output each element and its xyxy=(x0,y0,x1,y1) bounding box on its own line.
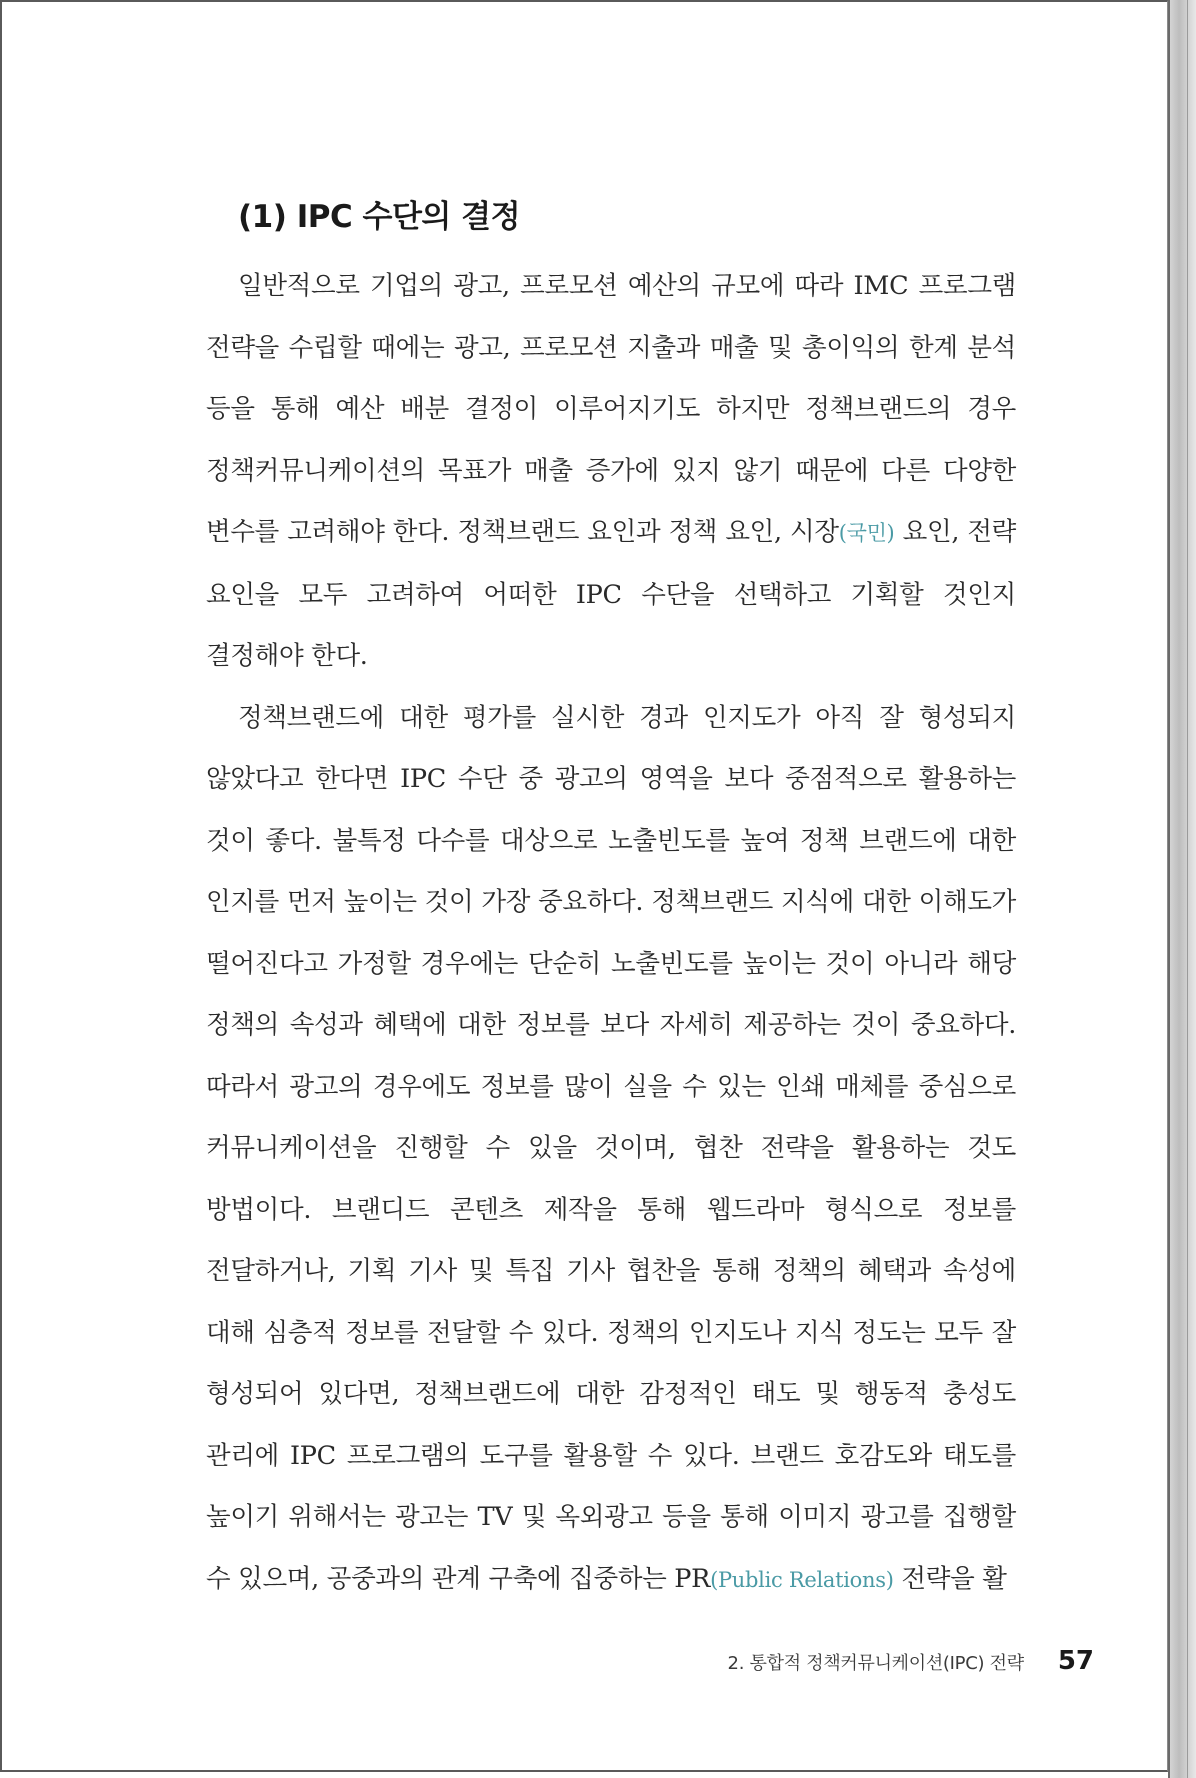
paragraph-1-text-a: 일반적으로 기업의 광고, 프로모션 예산의 규모에 따라 IMC 프로그램 전략을 수립할 때에는 광고, 프로모션 지출과 매출 및 총이익의 한계 분석 등을 통해 예산 배분 결정이 이루어지기도 하지만 정책브랜드의 경우 정책커뮤니케이션의 목표가 매출 증가에 있지 않기 때문에 다른 다양한 변수를 고려해야 한다. 정책브랜드 요인과 정책 요인, 시장 xyxy=(206,271,1016,547)
page-footer xyxy=(728,1646,1094,1676)
paragraph-1 xyxy=(206,256,1016,688)
paragraph-1-note: (국민) xyxy=(838,521,895,545)
section-heading: (1) IPC 수단의 결정 xyxy=(238,199,521,235)
paragraph-2-text-b: 전략을 활 xyxy=(893,1563,1007,1594)
page-content xyxy=(206,192,1016,1611)
page-edge xyxy=(1168,0,1196,1778)
paragraph-2-note: (Public Relations) xyxy=(710,1567,894,1592)
page-number: 57 xyxy=(1057,1646,1094,1676)
paragraph-2 xyxy=(206,688,1016,1612)
footer-chapter-title: 2. 통합적 정책커뮤니케이션(IPC) 전략 xyxy=(727,1653,1024,1674)
paragraph-2-text-a: 정책브랜드에 대한 평가를 실시한 경과 인지도가 아직 잘 형성되지 않았다고 한다면 IPC 수단 중 광고의 영역을 보다 중점적으로 활용하는 것이 좋다. 불특정 다수를 대상으로 노출빈도를 높여 정책 브랜드에 대한 인지를 먼저 높이는 것이 가장 중요하다. 정책브랜드 지식에 대한 이해도가 떨어진다고 가정할 경우에는 단순히 노출빈도를 높이는 것이 아니라 해당 정책의 속성과 혜택에 대한 정보를 보다 자세히 제공하는 것이 중요하다. 따라서 광고의 경우에도 정보를 많이 실을 수 있는 인쇄 매체를 중심으로 커뮤니케이션을 진행할 수 있을 것이며, 협찬 전략을 활용하는 것도 방법이다. 브랜디드 콘텐츠 제작을 통해 웹드라마 형식으로 정보를 전달하거나, 기획 기사 및 특집 기사 협찬을 통해 정책의 혜택과 속성에 대해 심층적 정보를 전달할 수 있다. 정책의 인지도나 지식 정도는 모두 잘 형성되어 있다면, 정책브랜드에 대한 감정적인 태도 및 행동적 충성도 관리에 IPC 프로그램의 도구를 활용할 수 있다. 브랜드 호감도와 태도를 높이기 위해서는 광고는 TV 및 옥외광고 등을 통해 이미지 광고를 집행할 수 있으며, 공중과의 관계 구축에 집중하는 PR xyxy=(206,702,1016,1594)
paragraph-1-text-b: 요인, 전략 요인을 모두 고려하여 어떠한 IPC 수단을 선택하고 기획할 것인지 결정해야 한다. xyxy=(206,517,1016,671)
